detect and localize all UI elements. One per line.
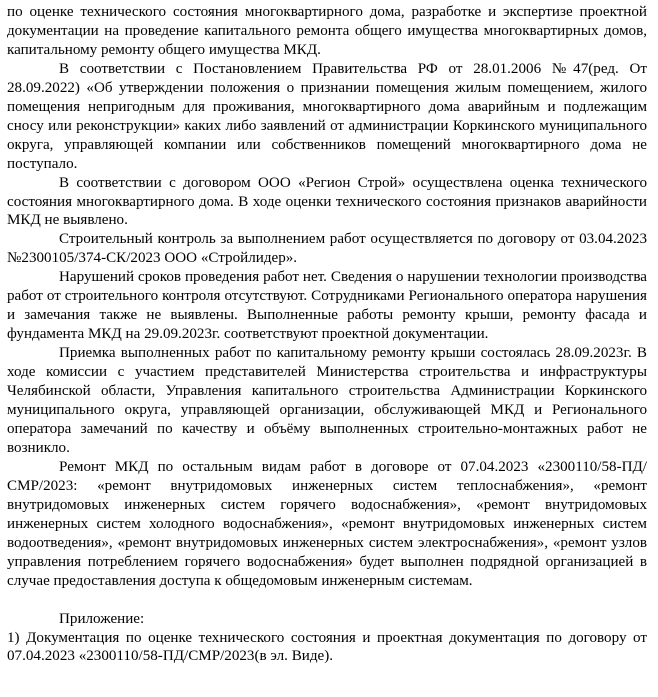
paragraph-remaining-works: Ремонт МКД по остальным видам работ в договоре от 07.04.2023 «2300110/58-ПД/СМР/2023: «ремонт внутридомовых инженерных систем теплоснабжения», «ремонт внутридомовых инженерных систем горячего водоснабжения», «ремонт внутридомовых инженерных систем холодного водоснабжения», «ремонт внутридомовых инженерных систем водоотведения», «ремонт внутридомовых инженерных систем электроснабжения», «ремонт узлов управления потреблением горячего водоснабжения» будет выполнен подрядной организацией в случае предоставления доступа к общедомовым инженерным системам. [7, 458, 647, 589]
paragraph-construction-control: Строительный контроль за выполнением работ осуществляется по договору от 03.04.2023 №2300105/374-СК/2023 ООО «Стройлидер». [7, 231, 647, 267]
paragraph-no-violations: Нарушений сроков проведения работ нет. Сведения о нарушении технологии производства работ от строительного контроля отсутствуют. Сотрудниками Регионального оператора нарушения и замечания также не выявлены. Выполненные работы ремонту крыши, ремонту фасада и фундамента МКД на 29.09.2023г. соответствуют проектной документации. [7, 269, 647, 343]
document-body [7, 3, 647, 666]
paragraph-technical-assessment: В соответствии с договором ООО «Регион Строй» осуществлена оценка технического состояния многоквартирного дома. В ходе оценки технического состояния признаков аварийности МКД не выявлено. [7, 174, 647, 229]
paragraph-government-decree: В соответствии с Постановлением Правительства РФ от 28.01.2006 №47(ред. От 28.09.2022) «Об утверждении положения о признании помещения жилым помещением, жилого помещения непригодным для проживания, многоквартирного дома аварийным и подлежащим сносу или реконструкции» каких либо заявлений от администрации Коркинского муниципального округа, управляющей компании или собственников помещений многоквартирного дома не поступало. [7, 60, 647, 172]
paragraph-roof-acceptance: Приемка выполненных работ по капитальному ремонту крыши состоялась 28.09.2023г. В ходе комиссии с участием представителей Министерства строительства и инфраструктуры Челябинской области, Управления капитального строительства Администрации Коркинского муниципального округа, управляющей организации, обслуживающей МКД и Регионального оператора замечаний по качеству и объёму выполненных строительно-монтажных работ не возникло. [7, 345, 647, 456]
paragraph-intro-continuation: по оценке технического состояния многоквартирного дома, разработке и экспертизе проектной документации на проведение капитального ремонта общего имущества многоквартирных домов, капитальному ремонту общего имущества МКД. [7, 4, 647, 58]
appendix-item: 1) Документация по оценке технического состояния и проектная документация по договору от 07.04.2023 «2300110/58-ПД/СМР/2023(в эл. Виде). [7, 629, 647, 665]
section-gap [7, 591, 647, 610]
appendix-title: Приложение: [59, 610, 145, 627]
